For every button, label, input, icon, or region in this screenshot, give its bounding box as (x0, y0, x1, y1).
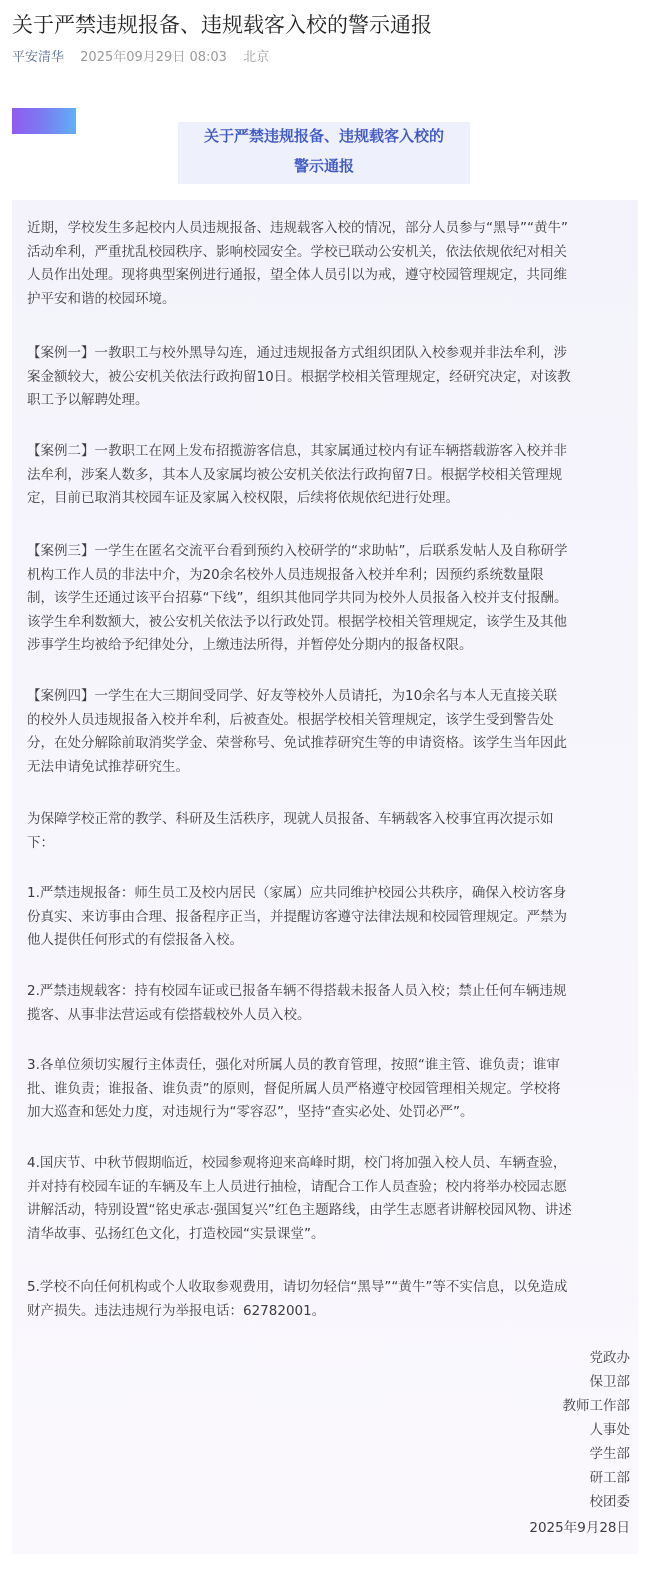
paragraph-line: 清华故事、弘扬红色文化，打造校园“实景课堂”。 (27, 1225, 325, 1242)
case-1-paragraph (27, 342, 623, 413)
paragraph-line: 批、谁负责；谁报备、谁负责”的原则，督促所属人员严格遵守校园管理相关规定。学校将 (27, 1080, 561, 1097)
publish-location: 北京 (243, 50, 270, 65)
item-3-paragraph (27, 1054, 623, 1125)
item-1-paragraph (27, 882, 623, 953)
signature-dept: 校团委 (589, 1494, 630, 1510)
paragraph-line: 为保障学校正常的教学、科研及生活秩序，现就人员报备、车辆载客入校事宜再次提示如 (27, 811, 554, 827)
paragraph-line: 加大巡查和惩处力度，对违规行为“零容忍”，坚持“查实必处、处罚必严”。 (27, 1104, 474, 1120)
item-5-paragraph (27, 1276, 623, 1323)
case-2-paragraph (27, 440, 623, 511)
article-title: 关于严禁违规报备、违规载客入校的警示通报 (12, 13, 432, 37)
paragraph-line: 并对持有校园车证的车辆及车上人员进行抽检，请配合工作人员查验；校内将举办校园志愿 (27, 1178, 567, 1195)
paragraph-line: 财产损失。违法违规行为举报电话：62782001。 (27, 1302, 326, 1319)
paragraph-line: 分，在处分解除前取消奖学金、荣誉称号、免试推荐研究生等的申请资格。该学生当年因此 (27, 735, 567, 751)
paragraph-line: 揽客、从事非法营运或有偿搭载校外人员入校。 (27, 1006, 311, 1023)
paragraph-line: 3.各单位须切实履行主体责任，强化对所属人员的教育管理，按照“谁主管、谁负责；谁审 (27, 1057, 560, 1073)
signature-dept: 学生部 (589, 1446, 630, 1462)
paragraph-line: 该学生牟利数额大，被公安机关依法予以行政处罚。根据学校相关管理规定，该学生及其他 (27, 613, 567, 630)
signature-dept: 保卫部 (589, 1374, 630, 1390)
paragraph-line: 2.严禁违规载客：持有校园车证或已报备车辆不得搭载未报备人员入校；禁止任何车辆违规 (27, 983, 567, 999)
signature-dept: 党政办 (589, 1350, 630, 1366)
paragraph-line: 人员作出处理。现将典型案例进行通报，望全体人员引以为戒，遵守校园管理规定，共同维 (27, 267, 567, 283)
signature-dept: 人事处 (589, 1422, 630, 1438)
case-3-paragraph (27, 540, 623, 658)
paragraph-line: 讲解活动，特别设置“铭史承志·强国复兴”红色主题路线，由学生志愿者讲解校园风物、讲述 (27, 1202, 572, 1218)
title-banner (178, 122, 470, 184)
paragraph-line: 职工予以解聘处理。 (27, 392, 149, 408)
signature-date: 2025年9月28日 (529, 1520, 630, 1536)
paragraph-line: 法牟利，涉案人数多，其本人及家属均被公安机关依法行政拘留7日。根据学校相关管理规 (27, 466, 563, 483)
paragraph-line: 1.严禁违规报备：师生员工及校内居民（家属）应共同维护校园公共秩序，确保入校访客身 (27, 885, 567, 901)
case-4-paragraph (27, 685, 623, 779)
decorative-accent-bar (12, 108, 76, 134)
item-4-paragraph (27, 1152, 623, 1246)
paragraph-line: 活动牟利，严重扰乱校园秩序、影响校园安全。学校已联动公安机关，依法依规依纪对相关 (27, 243, 567, 260)
article-meta (12, 48, 269, 68)
paragraph-line: 份真实、来访事由合理、报备程序正当，并提醒访客遵守法律法规和校园管理规定。严禁为 (27, 908, 567, 925)
signature-dept: 研工部 (589, 1470, 630, 1486)
paragraph-line: 的校外人员违规报备入校并牟利，后被查处。根据学校相关管理规定，该学生受到警告处 (27, 711, 554, 728)
paragraph-line: 涉事学生均被给予纪律处分，上缴违法所得，并暂停处分期内的报备权限。 (27, 637, 473, 653)
paragraph-line: 【案例三】一学生在匿名交流平台看到预约入校研学的“求助帖”，后联系发帖人及自称研学 (27, 543, 568, 559)
paragraph-line: 近期，学校发生多起校内人员违规报备、违规载客入校的情况，部分人员参与“黑导”“黄牛” (27, 220, 568, 236)
paragraph-line: 案金额较大，被公安机关依法行政拘留10日。根据学校相关管理规定，经研究决定，对该教 (27, 368, 571, 385)
paragraph-line: 他人提供任何形式的有偿报备入校。 (27, 932, 243, 948)
paragraph-line: 下： (27, 834, 54, 851)
banner-title-line-2: 警示通报 (293, 157, 354, 175)
paragraph-line: 护平安和谐的校园环境。 (27, 290, 176, 307)
paragraph-line: 【案例二】一教职工在网上发布招揽游客信息，其家属通过校内有证车辆搭载游客入校并非 (27, 443, 567, 459)
paragraph-line: 制，该学生还通过该平台招募“下线”，组织其他同学共同为校外人员报备入校并支付报酬。 (27, 590, 568, 606)
signature-dept: 教师工作部 (562, 1398, 630, 1414)
paragraph-line: 【案例一】一教职工与校外黑导勾连，通过违规报备方式组织团队入校参观并非法牟利，涉 (27, 345, 567, 361)
item-2-paragraph (27, 980, 623, 1027)
paragraph-line: 定，目前已取消其校园车证及家属入校权限，后续将依规依纪进行处理。 (27, 490, 459, 506)
paragraph-line: 5.学校不向任何机构或个人收取参观费用，请切勿轻信“黑导”“黄牛”等不实信息，以免造成 (27, 1279, 568, 1295)
paragraph-line: 无法申请免试推荐研究生。 (27, 758, 189, 775)
account-name-link[interactable]: 平安清华 (12, 50, 65, 65)
reminder-paragraph (27, 808, 623, 855)
banner-title-line-1: 关于严禁违规报备、违规载客入校的 (203, 127, 444, 145)
paragraph-line: 【案例四】一学生在大三期间受同学、好友等校外人员请托，为10余名与本人无直接关联 (27, 688, 558, 704)
paragraph-line: 机构工作人员的非法中介，为20余名校外人员违规报备入校并牟利；因预约系统数量限 (27, 566, 544, 583)
intro-paragraph (27, 217, 623, 311)
publish-datetime: 2025年09月29日 08:03 (80, 50, 227, 65)
paragraph-line: 4.国庆节、中秋节假期临近，校园参观将迎来高峰时期，校门将加强入校人员、车辆查验， (27, 1155, 567, 1171)
